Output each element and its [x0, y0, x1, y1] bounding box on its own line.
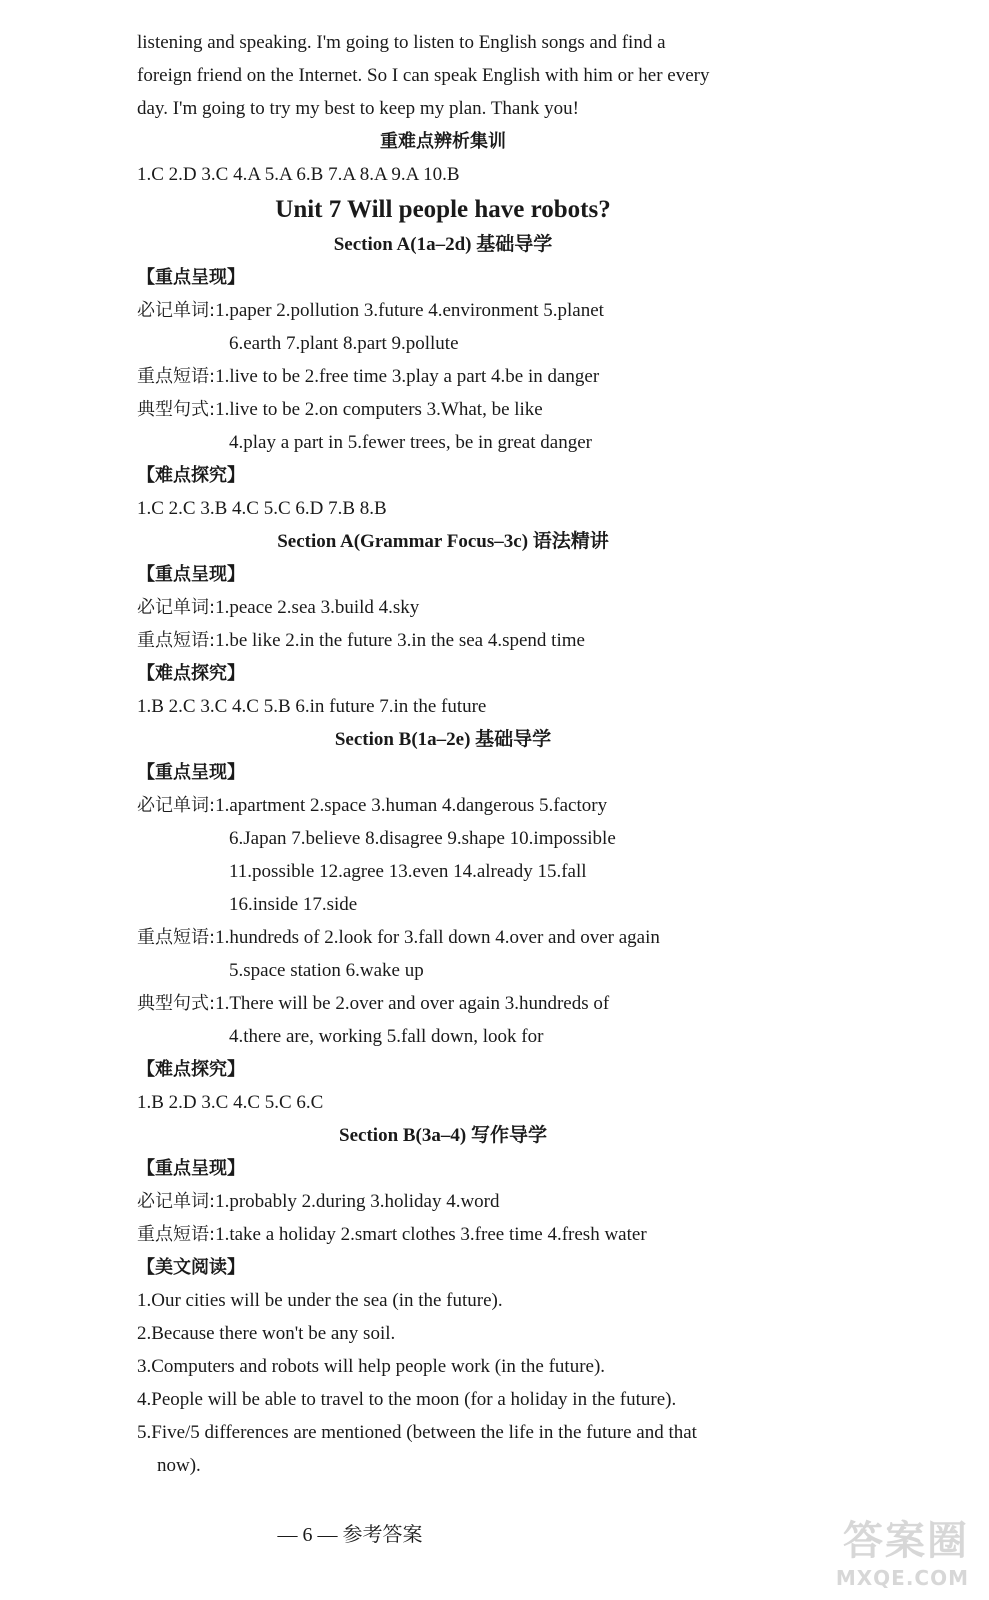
- unit-title: Unit 7 Will people have robots?: [275, 196, 611, 223]
- words-label: 必记单词:: [137, 795, 216, 816]
- intro-line-3: day. I'm going to try my best to keep my plan. Thank you!: [137, 98, 579, 119]
- phrases-list-cont: 5.space station 6.wake up: [229, 960, 424, 981]
- difficulty-label: 【难点探究】: [137, 1059, 245, 1080]
- words-list-cont: 16.inside 17.side: [229, 894, 358, 915]
- phrases-label: 重点短语:: [137, 927, 216, 948]
- focus-label: 【重点呈现】: [137, 762, 245, 783]
- difficulty-answers: 1.C 2.C 3.B 4.C 5.C 6.D 7.B 8.B: [137, 498, 387, 519]
- reading-answer-1: 1.Our cities will be under the sea (in the future).: [137, 1290, 503, 1311]
- words-row: [137, 294, 749, 327]
- focus-label: 【重点呈现】: [137, 564, 245, 585]
- intro-line-1: listening and speaking. I'm going to listen to English songs and find a: [137, 32, 666, 53]
- words-row: [137, 789, 749, 822]
- words-list-cont: 6.earth 7.plant 8.part 9.pollute: [229, 333, 459, 354]
- section-b-1a-2e-title: Section B(1a–2e) 基础导学: [334, 729, 552, 750]
- phrases-list: 1.live to be 2.free time 3.play a part 4.be in danger: [215, 366, 600, 387]
- words-list: 1.paper 2.pollution 3.future 4.environment 5.planet: [215, 300, 604, 321]
- phrases-list: 1.take a holiday 2.smart clothes 3.free time 4.fresh water: [215, 1224, 647, 1245]
- key-difficulty-answers: 1.C 2.D 3.C 4.A 5.A 6.B 7.A 8.A 9.A 10.B: [137, 164, 460, 185]
- patterns-label: 典型句式:: [137, 399, 216, 420]
- patterns-row: [137, 393, 749, 426]
- phrases-label: 重点短语:: [137, 366, 216, 387]
- patterns-list: 1.There will be 2.over and over again 3.hundreds of: [215, 993, 610, 1014]
- reading-answer-2: 2.Because there won't be any soil.: [137, 1323, 396, 1344]
- difficulty-label: 【难点探究】: [137, 663, 245, 684]
- phrases-label: 重点短语:: [137, 630, 216, 651]
- watermark-top: 答案圈: [843, 1518, 969, 1564]
- patterns-list-cont: 4.there are, working 5.fall down, look for: [229, 1026, 544, 1047]
- focus-label: 【重点呈现】: [137, 1158, 245, 1179]
- phrases-row: [137, 624, 749, 657]
- reading-answer-5: 5.Five/5 differences are mentioned (between the life in the future and that: [137, 1422, 697, 1443]
- watermark-logo: [836, 1509, 969, 1590]
- key-difficulty-heading: 重难点辨析集训: [380, 131, 506, 152]
- phrases-row: [137, 921, 749, 954]
- patterns-row: [137, 987, 749, 1020]
- reading-answer-5-cont: now).: [157, 1455, 201, 1476]
- patterns-list-cont: 4.play a part in 5.fewer trees, be in great danger: [229, 432, 592, 453]
- phrases-row: [137, 360, 749, 393]
- page-footer: — 6 — 参考答案: [277, 1524, 423, 1546]
- phrases-row: [137, 1218, 749, 1251]
- reading-answer-4: 4.People will be able to travel to the moon (for a holiday in the future).: [137, 1389, 677, 1410]
- section-a-1a-2d-title: Section A(1a–2d) 基础导学: [333, 234, 553, 255]
- difficulty-label: 【难点探究】: [137, 465, 245, 486]
- phrases-list: 1.hundreds of 2.look for 3.fall down 4.over and over again: [215, 927, 660, 948]
- focus-label: 【重点呈现】: [137, 267, 245, 288]
- phrases-list: 1.be like 2.in the future 3.in the sea 4.spend time: [215, 630, 585, 651]
- words-label: 必记单词:: [137, 597, 216, 618]
- difficulty-answers: 1.B 2.C 3.C 4.C 5.B 6.in future 7.in the future: [137, 696, 487, 717]
- words-row: [137, 591, 749, 624]
- words-list: 1.probably 2.during 3.holiday 4.word: [215, 1191, 500, 1212]
- words-list: 1.peace 2.sea 3.build 4.sky: [215, 597, 420, 618]
- section-a-grammar-title: Section A(Grammar Focus–3c) 语法精讲: [277, 531, 609, 552]
- patterns-list: 1.live to be 2.on computers 3.What, be like: [215, 399, 543, 420]
- words-label: 必记单词:: [137, 300, 216, 321]
- reading-answer-3: 3.Computers and robots will help people work (in the future).: [137, 1356, 606, 1377]
- phrases-label: 重点短语:: [137, 1224, 216, 1245]
- difficulty-answers: 1.B 2.D 3.C 4.C 5.C 6.C: [137, 1092, 324, 1113]
- words-list: 1.apartment 2.space 3.human 4.dangerous 5.factory: [215, 795, 608, 816]
- intro-line-2: foreign friend on the Internet. So I can speak English with him or her every: [137, 65, 710, 86]
- reading-label: 【美文阅读】: [137, 1257, 245, 1278]
- watermark-bottom: MXQE.COM: [835, 1566, 969, 1590]
- words-list-cont: 11.possible 12.agree 13.even 14.already 15.fall: [229, 861, 587, 882]
- patterns-label: 典型句式:: [137, 993, 216, 1014]
- words-row: [137, 1185, 749, 1218]
- section-b-3a-4-title: Section B(3a–4) 写作导学: [339, 1125, 547, 1146]
- words-label: 必记单词:: [137, 1191, 216, 1212]
- words-list-cont: 6.Japan 7.believe 8.disagree 9.shape 10.impossible: [229, 828, 616, 849]
